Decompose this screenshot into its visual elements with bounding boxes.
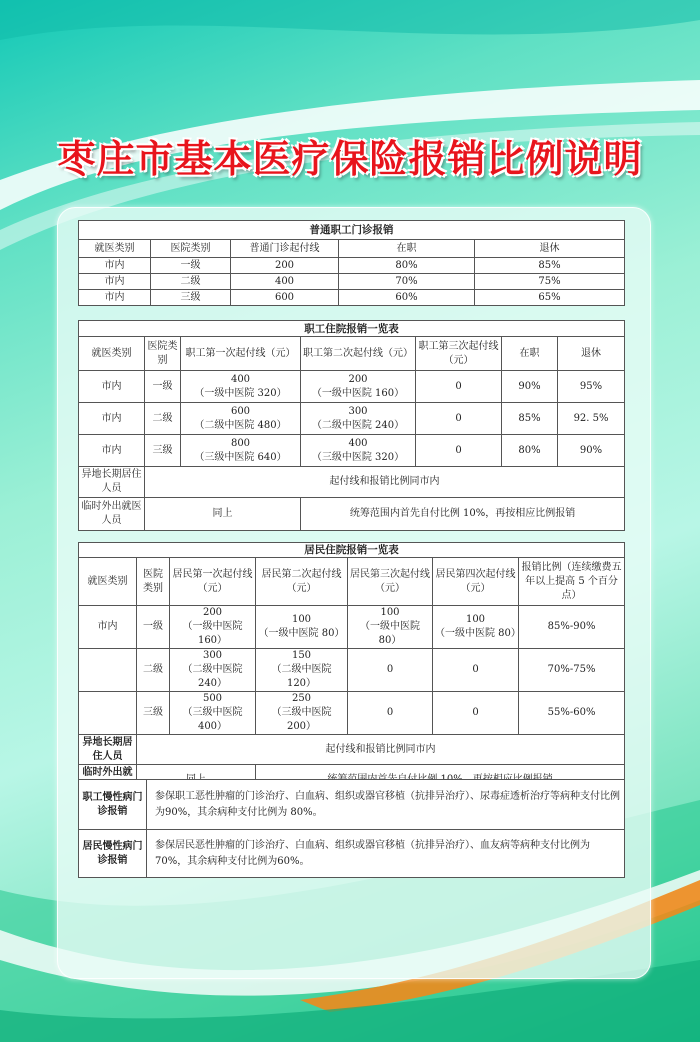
table-header-row: 就医类别 医院类别 普通门诊起付线 在职 退休 xyxy=(79,240,625,258)
employee-inpatient-table xyxy=(78,320,625,531)
table-header-row: 就医类别 医院类别 职工第一次起付线（元） 职工第二次起付线（元） 职工第三次起付线（元） 在职 退休 xyxy=(79,337,625,371)
table-row: 市内 二级 400 70% 75% xyxy=(79,274,625,290)
table-row: 市内 三级 800 （三级中医院 640） 400 （三级中医院 320） 0 80% 90% xyxy=(79,435,625,467)
table-row: 市内 二级 600 （二级中医院 480） 300 （二级中医院 240） 0 85% 92. 5% xyxy=(79,403,625,435)
resident-inpatient-table xyxy=(78,542,625,795)
table-row: 职工慢性病门诊报销 参保职工恶性肿瘤的门诊治疗、白血病、组织或器官移植（抗排异治疗）、尿毒症透析治疗等病种支付比例为90%，其余病种支付比例为 80%。 xyxy=(79,780,625,830)
table-row: 居民慢性病门诊报销 参保居民恶性肿瘤的门诊治疗、白血病、组织或器官移植（抗排异治疗）、血友病等病种支付比例为 70%，其余病种支付比例为60%。 xyxy=(79,830,625,878)
outpatient-table xyxy=(78,220,625,306)
table-row: 市内 三级 600 60% 65% xyxy=(79,290,625,306)
table-header-row: 就医类别 医院类别 居民第一次起付线（元） 居民第二次起付线（元） 居民第三次起付线（元） 居民第四次起付线（元） 报销比例（连续缴费五年以上提高 5 个百分点） xyxy=(79,558,625,606)
table-row: 市内 一级 200 80% 85% xyxy=(79,258,625,274)
table-row: 异地长期居住人员 起付线和报销比例同市内 xyxy=(79,735,625,765)
table-row: 三级 500 （三级中医院 400） 250 （三级中医院 200） 0 0 55%-60% xyxy=(79,692,625,735)
table-row: 市内 一级 200 （一级中医院 160） 100 （一级中医院 80） 100 （一级中医院 80） 100 （一级中医院 80） 85%-90% xyxy=(79,606,625,649)
table-caption: 普通职工门诊报销 xyxy=(79,221,625,240)
table-caption: 职工住院报销一览表 xyxy=(79,321,625,337)
table-caption: 居民住院报销一览表 xyxy=(79,543,625,558)
table-row: 二级 300 （二级中医院 240） 150 （二级中医院 120） 0 0 70%-75% xyxy=(79,649,625,692)
table-row: 市内 一级 400 （一级中医院 320） 200 （一级中医院 160） 0 90% 95% xyxy=(79,371,625,403)
table-row: 临时外出就医人员 同上 统筹范围内首先自付比例 10%，再按相应比例报销 xyxy=(79,498,625,531)
chronic-disease-table xyxy=(78,779,625,878)
page-title: 枣庄市基本医疗保险报销比例说明 xyxy=(57,137,643,181)
table-row: 异地长期居住人员 起付线和报销比例同市内 xyxy=(79,467,625,498)
table-row: 临时外出就 xyxy=(79,765,625,795)
